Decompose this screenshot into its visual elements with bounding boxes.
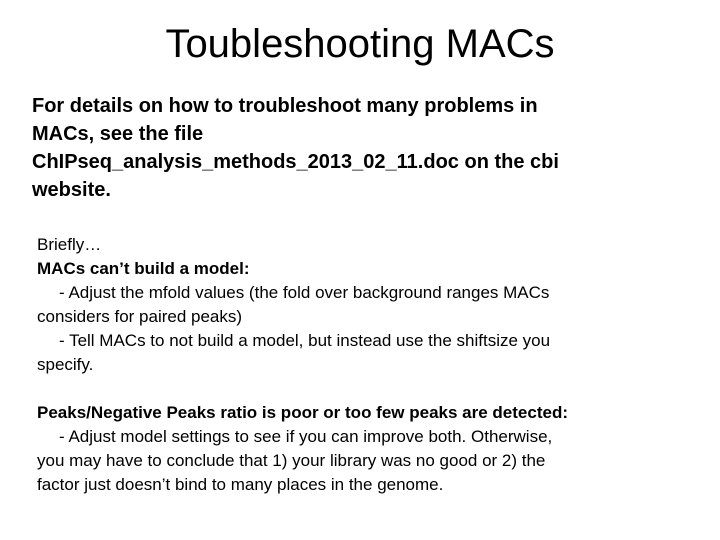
intro-line: website. [32,179,111,201]
details-block [37,233,697,497]
section-heading-peaks: Peaks/Negative Peaks ratio is poor or too few peaks are detected: [37,403,568,422]
section-model-line: considers for paired peaks) [37,307,243,326]
slide-title: Toubleshooting MACs [165,22,555,66]
briefly-label: Briefly… [37,235,102,254]
section-spacer [37,377,697,401]
section-heading-model: MACs can’t build a model: [37,259,250,278]
intro-line: For details on how to troubleshoot many problems in [32,95,538,117]
section-model-line: specify. [37,355,94,374]
section-peaks-line: - Adjust model settings to see if you can improve both. Otherwise, [59,427,553,446]
section-model-line: - Tell MACs to not build a model, but instead use the shiftsize you [59,331,551,350]
intro-line: MACs, see the file [32,123,204,145]
section-model-line: - Adjust the mfold values (the fold over background ranges MACs [59,283,550,302]
section-peaks-line: factor just doesn’t bind to many places in the genome. [37,475,444,494]
intro-paragraph [32,92,692,204]
intro-line: ChIPseq_analysis_methods_2013_02_11.doc on the cbi [32,151,559,173]
section-peaks-line: you may have to conclude that 1) your library was no good or 2) the [37,451,546,470]
